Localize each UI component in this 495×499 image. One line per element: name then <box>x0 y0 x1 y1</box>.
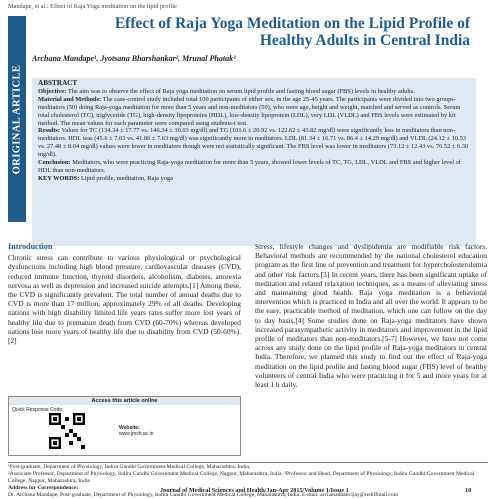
introduction-section <box>8 242 241 345</box>
abstract-objective <box>38 88 470 96</box>
methods-text: The case-control study included total 100 participants of either sex, in the age 25-45 years. The participants were divided into two groups-meditators (50) doing Raja-yoga meditation for more than 5 years and non-meditators (50), who were age, height and weight, matched and served as controls. Serum total cholesterol (TC), triglyceride (TG), high-density lipoproteins (HDL), low-density lipoprotein (LDL), very LDL (VLDL) and FBS levels were estimated by kit method. The mean values for each parameter were compared using students-t test. <box>38 95 461 127</box>
abstract-methods <box>38 96 470 128</box>
footnote-affiliation-1: ¹Post-graduate, Department of Physiology, Indira Gandhi Government Medical College, Maharashtra, India, <box>8 464 251 470</box>
methods-label: Material and Methods: <box>38 95 102 103</box>
results-label: Results: <box>38 127 61 135</box>
website-label: Website: <box>119 425 140 431</box>
keywords-text: Lipid profile, meditation, Raja yoga <box>80 174 173 182</box>
objective-label: Objective: <box>38 87 67 95</box>
results-text: Values for TC (134.34 ± 17.77 vs. 146.34 ± 30.03 mg/dl) and TG (101.6 ± 20.92 vs. 122.62 ± 43.82 mg/dl) were significantly less in meditators than non-meditators. HDL was (45.6 ± 7.03 vs. 41.86 ± 7.63 mg/dl) was significantly more in meditators. LDL (81.34 ± 16.71 vs. 86.4 ± 14.29 mg/dl) and VLDL (24.12 ± 10.53 vs. 27.48 ± 8.04 mg/dl) values were lower in meditators though were not statistically significant. The FBS level was lower in meditators (73.12 ± 12.43 vs. 76.52 ± 6.30 mg/dl). <box>38 127 469 159</box>
qr-code-icon[interactable] <box>49 413 85 449</box>
objective-text: The aim was to observe the effect of Raja yoga meditation on serum lipid profile and fasting blood sugar (FBS) levels in healthy adults. <box>67 87 415 95</box>
keywords-label: KEY WORDS: <box>38 174 80 182</box>
website-info <box>119 425 153 437</box>
introduction-body: Chronic stress can contribute to various physiological or psychological dysfunctions including high blood pressure, cardiovascular diseases (CVD), reduced immune function, thyroid disorders, alcoholism, diabetes, anorexia nervosa as well as depression and increased suicide attempts.[1] Among these, the CVD is significantly prevalent. The total number of annual deaths due to CVD is more than 17 million, approximately 29% of all deaths. Developing nations with high disability limited life years rates suffer more lost years of healthy life due to premature death from CVD (60-70%) whereas developed nations lose more years of healthy life due to disability from CVD (50-60%).[2] <box>8 253 241 346</box>
qr-label: Quick Response Code: <box>12 407 64 413</box>
website-link[interactable]: www.jmsh.ac.in <box>119 431 154 437</box>
abstract-conclusion <box>38 159 470 175</box>
running-head: Mandape, et al.: Effect of Raja Yoga meditation on the lipid profile <box>8 3 177 10</box>
author-list: Archana Mandape¹, Jyotsana Bharshankar², Mrunal Phatak³ <box>32 54 236 63</box>
access-heading: Access this article online <box>9 397 240 405</box>
article-title: Effect of Raja Yoga Meditation on the Lipid Profile of Healthy Adults in Central India <box>114 15 470 49</box>
right-column-text: Stress, lifestyle changes and dyslipidemia are modifiable risk factors. Behavioral methods are recommended by the national cholesterol education program as the first line of prevention and treatment for hypercholesterolemia and other risk factors.[3] In recent years, there has been significant uptake of meditation and related relaxation techniques, as a means of alleviating stress and maintaining good health. Raja yoga meditation is a behavioral intervention which is practiced in India and all over the world. It appears to be the easy, practicable method of meditation, which one can follow on the day to day basis.[4] Some studies done on Raja-yoga meditators have shown increased parasympathetic activity in meditators and improvement in the lipid profile of meditators than non-meditators.[5-7] However, we have not come across any study done on the lipid profile of Raja-yoga meditators in central India. Therefore, we planned this study to find out the effect of Raja-yoga meditation on the lipid profile and fasting blood sugar (FBS) level of healthy volunteers of central India who were practicing it for 5 and more years for at least 1 h daily. <box>255 242 487 390</box>
correspondence-heading: Address for Correspondence: <box>8 485 79 491</box>
conclusion-text: Meditators, who were practicing Raja-yoga meditation for more than 5 years, showed lower levels of TC, TG, LDL, VLDL and FBS and higher level of HDL than non-meditators. <box>38 159 461 174</box>
abstract-box <box>32 78 476 246</box>
journal-footer: Journal of Medical Sciences and Health/Jan-Apr 2015/Volume 1/Issue 1 <box>160 487 349 494</box>
correspondence-text: Dr. Archana Mandape, Post-graduate, Department of Physiology, Indira Gandhi Government Medical College, Maharashtra, India. E-mail: archanadhanvijay@rediffmail.com <box>8 492 399 498</box>
abstract-results <box>38 127 470 159</box>
introduction-heading: Introduction <box>8 242 53 251</box>
conclusion-label: Conclusion: <box>38 159 71 167</box>
page-number: 10 <box>465 487 472 494</box>
section-banner-label: ORIGINAL ARTICLE <box>11 64 23 174</box>
access-online-box <box>8 396 241 456</box>
abstract-heading: ABSTRACT <box>38 79 78 87</box>
section-banner <box>8 16 26 222</box>
abstract-keywords <box>38 175 470 183</box>
footnote-affiliation-2: ²Associate Professor, Department of Physiology, Indira Gandhi Government Medical College, Nagpur, Maharashtra, India, ³Professor and Head, Department of Physiology, Indira Gandhi Government Medical College, Nagpur, Maharashtra, India <box>8 471 475 484</box>
